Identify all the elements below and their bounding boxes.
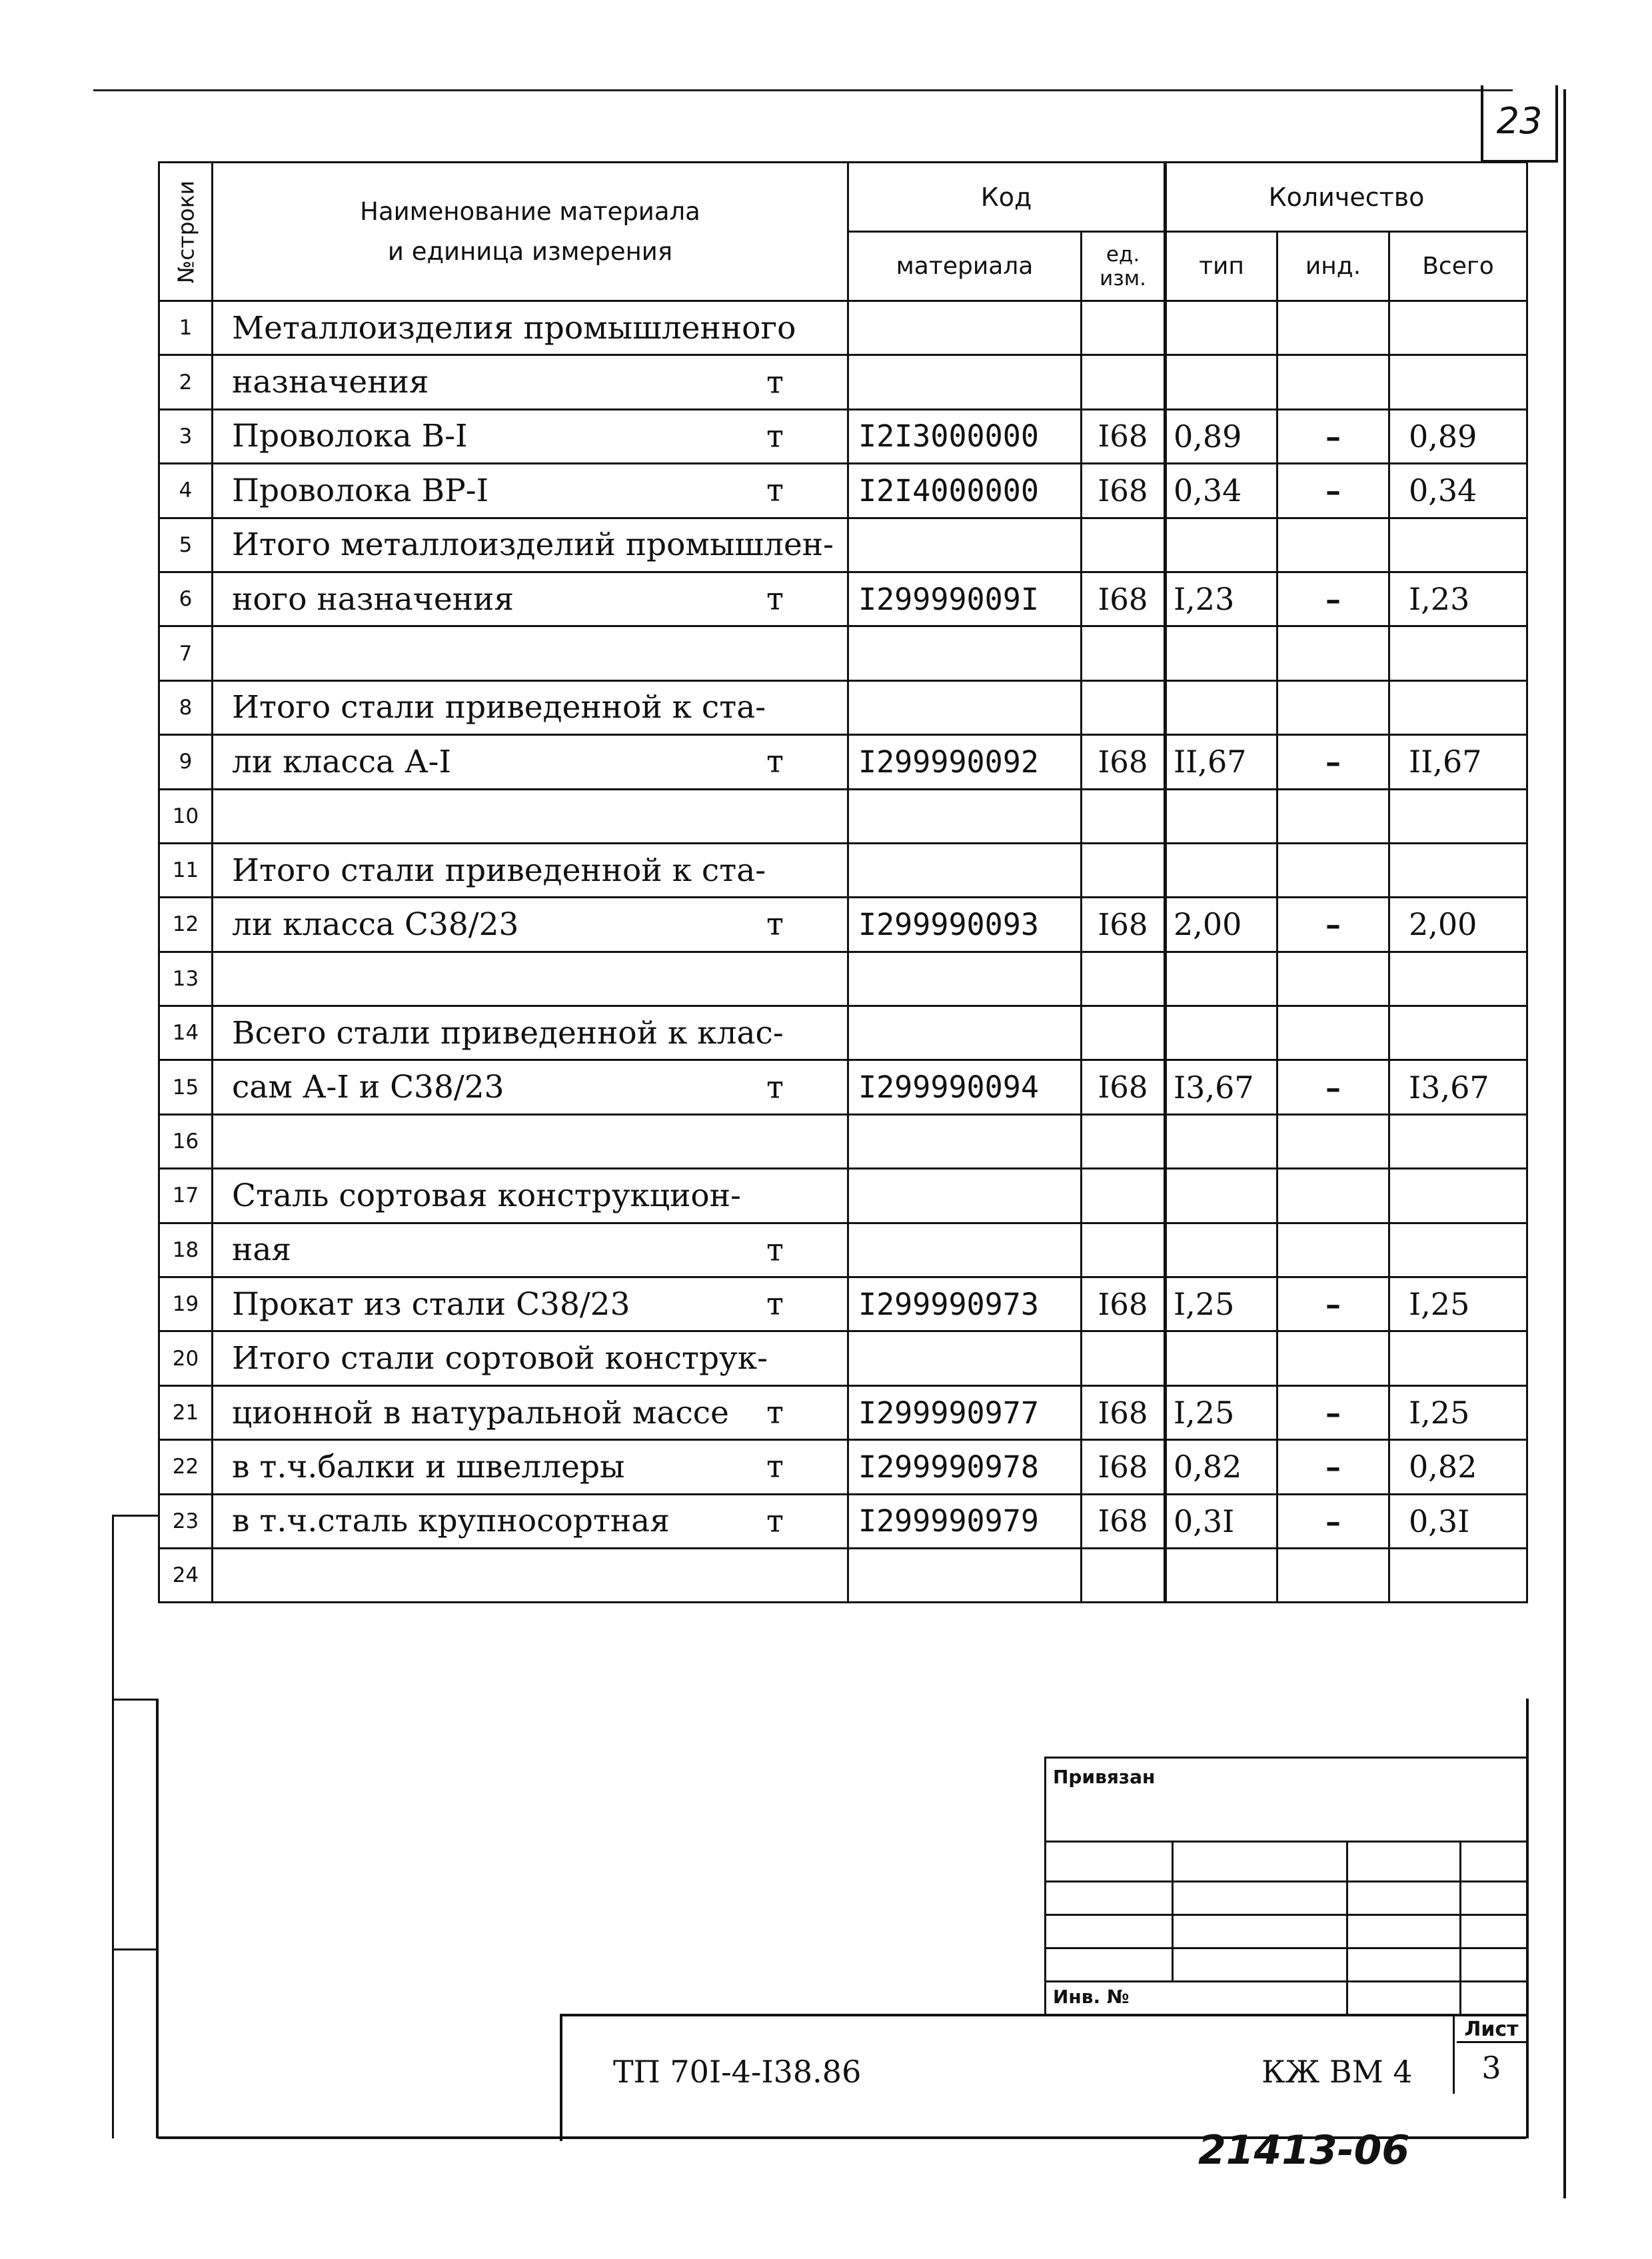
quantity-ind-cell [1277,1223,1389,1277]
quantity-ind-cell [1277,680,1389,734]
quantity-type-cell: 0,34 [1166,464,1277,518]
quantity-total-cell: 0,82 [1389,1440,1527,1494]
quantity-total-cell [1389,518,1527,572]
table-row [159,680,1527,734]
quantity-type-cell [1166,518,1277,572]
quantity-total-cell: II,67 [1389,735,1527,789]
document-code: ТП 70I-4-I38.86 [613,2054,862,2090]
row-number-cell: 7 [159,626,213,680]
material-code-cell: I299990094 [848,1060,1082,1114]
quantity-type-cell [1166,1006,1277,1060]
right-frame-line [1563,89,1566,2198]
measure-unit: т [766,418,784,455]
row-number-cell: 18 [159,1223,213,1277]
material-code-cell [848,1331,1082,1385]
material-code-cell [848,355,1082,409]
table-row [159,518,1527,572]
material-name-cell [213,1223,848,1277]
material-name-cell [213,1006,848,1060]
material-name-cell [213,735,848,789]
row-number-cell: 17 [159,1169,213,1223]
unit-code-cell: I68 [1082,1494,1166,1548]
material-name-cell [213,464,848,518]
binding-stamp [1044,1757,1528,2016]
quantity-type-cell [1166,301,1277,355]
material-name-text: ная [232,1231,291,1269]
quantity-total-cell [1389,1006,1527,1060]
header-material-name: Наименование материала и единица измерения [213,163,848,301]
row-number-cell: 16 [159,1114,213,1168]
table-row [159,1331,1527,1385]
material-name-text: ционной в натуральной массе [232,1394,729,1431]
quantity-ind-cell [1277,1331,1389,1385]
material-name-text: Итого стали приведенной к ста- [232,689,766,726]
row-number-cell: 5 [159,518,213,572]
material-name-text: Итого стали приведенной к ста- [232,852,766,889]
table-row [159,1006,1527,1060]
header-material-code: материала [848,232,1082,301]
header-code: Код [848,163,1166,232]
material-name-cell [213,1277,848,1331]
top-border-line [93,89,1513,91]
quantity-type-cell [1166,1169,1277,1223]
quantity-ind-cell [1277,301,1389,355]
row-number-cell: 21 [159,1385,213,1439]
sheet-number: 3 [1481,2050,1501,2086]
quantity-total-cell [1389,1169,1527,1223]
side-stub-line [112,1515,114,2138]
material-code-cell: I299990978 [848,1440,1082,1494]
measure-unit: т [766,364,784,401]
material-name-text: ного назначения [232,580,514,618]
quantity-total-cell: I,25 [1389,1385,1527,1439]
quantity-ind-cell: – [1277,409,1389,463]
measure-unit: т [766,1394,784,1431]
row-number-cell: 12 [159,898,213,952]
material-name-text: Итого стали сортовой конструк- [232,1340,768,1377]
material-code-cell [848,1223,1082,1277]
handwritten-inventory-number: 21413-06 [1198,2127,1410,2174]
unit-code-cell [1082,1331,1166,1385]
material-name-cell [213,843,848,897]
unit-code-cell: I68 [1082,572,1166,626]
quantity-ind-cell: – [1277,1440,1389,1494]
header-quantity: Количество [1166,163,1527,232]
stamp-line [1044,1914,1526,1916]
material-name-cell [213,1169,848,1223]
measure-unit: т [766,1285,784,1323]
quantity-total-cell [1389,843,1527,897]
row-number-cell: 20 [159,1331,213,1385]
material-name-cell [213,301,848,355]
row-number-cell: 24 [159,1548,213,1602]
quantity-ind-cell [1277,518,1389,572]
side-stub-divider [112,1515,159,1517]
quantity-total-cell [1389,1331,1527,1385]
material-code-cell: I2I3000000 [848,409,1082,463]
unit-code-cell: I68 [1082,409,1166,463]
quantity-total-cell [1389,789,1527,843]
table-row [159,843,1527,897]
row-number-cell: 23 [159,1494,213,1548]
quantity-type-cell [1166,1331,1277,1385]
material-name-cell [213,1060,848,1114]
material-code-cell: I29999009I [848,572,1082,626]
material-name-cell [213,952,848,1006]
quantity-ind-cell: – [1277,898,1389,952]
table-row [159,789,1527,843]
material-name-cell [213,572,848,626]
material-code-cell [848,301,1082,355]
row-number-cell: 8 [159,680,213,734]
table-row [159,1548,1527,1602]
measure-unit: т [766,906,784,943]
table-row [159,952,1527,1006]
table-row [159,1169,1527,1223]
quantity-type-cell [1166,680,1277,734]
unit-code-cell: I68 [1082,464,1166,518]
row-number-cell: 9 [159,735,213,789]
table-row [159,1223,1527,1277]
quantity-type-cell: 0,3I [1166,1494,1277,1548]
measure-unit: т [766,1503,784,1540]
unit-code-cell [1082,355,1166,409]
quantity-type-cell: I,25 [1166,1277,1277,1331]
material-code-cell [848,680,1082,734]
stamp-line [1044,1980,1526,1982]
table-row [159,1277,1527,1331]
material-name-text: Проволока В-I [232,418,468,455]
header-type: тип [1166,232,1277,301]
quantity-total-cell: 2,00 [1389,898,1527,952]
quantity-total-cell [1389,355,1527,409]
material-name-text: в т.ч.балки и швеллеры [232,1448,625,1485]
unit-code-cell [1082,1114,1166,1168]
material-name-cell [213,1114,848,1168]
material-code-cell [848,518,1082,572]
quantity-type-cell: 0,89 [1166,409,1277,463]
stamp-line [1044,1947,1526,1949]
unit-code-cell [1082,626,1166,680]
row-number-cell: 13 [159,952,213,1006]
quantity-type-cell [1166,1114,1277,1168]
document-mark: КЖ ВМ 4 [1261,2054,1413,2090]
material-name-text: Итого металлоизделий промышлен- [232,526,834,564]
material-code-cell: I299990093 [848,898,1082,952]
unit-code-cell [1082,789,1166,843]
stamp-divider [1346,1841,1348,2014]
material-name-cell [213,626,848,680]
measure-unit: т [766,1448,784,1485]
quantity-ind-cell [1277,789,1389,843]
row-number-cell: 6 [159,572,213,626]
material-code-cell: I299990092 [848,735,1082,789]
quantity-type-cell [1166,843,1277,897]
quantity-ind-cell: – [1277,1277,1389,1331]
table-row [159,1385,1527,1439]
measure-unit: т [766,472,784,509]
unit-code-cell [1082,843,1166,897]
row-number-cell: 15 [159,1060,213,1114]
material-code-cell [848,843,1082,897]
quantity-total-cell [1389,952,1527,1006]
quantity-total-cell: I3,67 [1389,1060,1527,1114]
unit-code-cell [1082,301,1166,355]
quantity-total-cell: 0,34 [1389,464,1527,518]
material-code-cell: I299990973 [848,1277,1082,1331]
quantity-type-cell: 2,00 [1166,898,1277,952]
unit-code-cell [1082,1169,1166,1223]
unit-code-cell [1082,952,1166,1006]
material-name-text: ли класса А-I [232,743,452,780]
row-number-cell: 2 [159,355,213,409]
quantity-total-cell [1389,1114,1527,1168]
table-row [159,572,1527,626]
table-row [159,355,1527,409]
unit-code-cell: I68 [1082,1277,1166,1331]
page-number: 23 [1496,100,1543,142]
unit-code-cell: I68 [1082,898,1166,952]
material-name-cell [213,898,848,952]
row-number-cell: 19 [159,1277,213,1331]
quantity-total-cell: I,23 [1389,572,1527,626]
quantity-total-cell: 0,3I [1389,1494,1527,1548]
quantity-type-cell: I,25 [1166,1385,1277,1439]
material-name-cell [213,409,848,463]
quantity-total-cell [1389,1548,1527,1602]
table-row [159,735,1527,789]
side-stub-divider [112,1699,159,1701]
material-name-text: Всего стали приведенной к клас- [232,1014,784,1052]
material-code-cell: I299990977 [848,1385,1082,1439]
row-number-cell: 22 [159,1440,213,1494]
unit-code-cell [1082,1548,1166,1602]
material-name-cell [213,1331,848,1385]
material-name-cell [213,1494,848,1548]
table-row [159,626,1527,680]
material-name-cell [213,355,848,409]
material-name-cell [213,680,848,734]
unit-code-cell [1082,1223,1166,1277]
measure-unit: т [766,1231,784,1269]
unit-code-cell [1082,680,1166,734]
quantity-type-cell: 0,82 [1166,1440,1277,1494]
stamp-line [1044,1841,1526,1843]
material-name-cell [213,1440,848,1494]
row-number-cell: 4 [159,464,213,518]
unit-code-cell: I68 [1082,1440,1166,1494]
measure-unit: т [766,743,784,780]
material-code-cell [848,1169,1082,1223]
quantity-type-cell [1166,355,1277,409]
stamp-privyazan-label: Привязан [1053,1766,1156,1788]
sheet-label: Лист [1457,2018,1526,2043]
table-row [159,1060,1527,1114]
material-code-cell [848,789,1082,843]
table-row [159,1494,1527,1548]
material-name-text: сам А-I и С38/23 [232,1069,504,1106]
quantity-total-cell: I,25 [1389,1277,1527,1331]
quantity-type-cell [1166,1548,1277,1602]
material-name-text: Проволока ВР-I [232,472,489,509]
quantity-ind-cell [1277,355,1389,409]
measure-unit: т [766,1069,784,1106]
material-name-cell [213,1548,848,1602]
table-row [159,1440,1527,1494]
quantity-total-cell [1389,680,1527,734]
quantity-total-cell [1389,1223,1527,1277]
material-code-cell [848,626,1082,680]
material-code-cell [848,1548,1082,1602]
table-row [159,464,1527,518]
material-name-text: Металлоизделия промышленного [232,309,796,347]
quantity-type-cell [1166,1223,1277,1277]
row-number-cell: 11 [159,843,213,897]
material-name-text: Прокат из стали С38/23 [232,1285,630,1323]
quantity-type-cell [1166,789,1277,843]
quantity-ind-cell [1277,1548,1389,1602]
quantity-type-cell: I3,67 [1166,1060,1277,1114]
quantity-ind-cell [1277,626,1389,680]
quantity-type-cell: I,23 [1166,572,1277,626]
unit-code-cell [1082,518,1166,572]
row-number-cell: 10 [159,789,213,843]
material-name-cell [213,1385,848,1439]
quantity-ind-cell [1277,952,1389,1006]
row-number-cell: 3 [159,409,213,463]
quantity-type-cell [1166,952,1277,1006]
quantity-type-cell: II,67 [1166,735,1277,789]
stamp-divider [1459,1841,1461,2014]
row-number-cell: 1 [159,301,213,355]
quantity-ind-cell: – [1277,572,1389,626]
unit-code-cell: I68 [1082,735,1166,789]
material-code-cell: I2I4000000 [848,464,1082,518]
material-name-text: ли класса С38/23 [232,906,519,943]
stamp-line [1044,1881,1526,1882]
table-row [159,898,1527,952]
table-row [159,1114,1527,1168]
quantity-type-cell [1166,626,1277,680]
row-number-cell: 14 [159,1006,213,1060]
quantity-ind-cell [1277,1169,1389,1223]
material-name-text: Сталь сортовая конструкцион- [232,1177,741,1214]
quantity-ind-cell [1277,1114,1389,1168]
material-code-cell [848,1006,1082,1060]
side-stub-divider [112,1948,159,1950]
quantity-total-cell [1389,626,1527,680]
header-ind: инд. [1277,232,1389,301]
quantity-ind-cell: – [1277,1494,1389,1548]
material-spec-table [158,161,1528,1603]
quantity-ind-cell: – [1277,735,1389,789]
table-row [159,301,1527,355]
quantity-ind-cell [1277,843,1389,897]
material-code-cell [848,952,1082,1006]
material-code-cell [848,1114,1082,1168]
material-name-cell [213,789,848,843]
quantity-total-cell [1389,301,1527,355]
table-row [159,409,1527,463]
unit-code-cell: I68 [1082,1385,1166,1439]
material-name-text: в т.ч.сталь крупносортная [232,1503,670,1540]
stamp-divider [1172,1841,1174,1980]
measure-unit: т [766,580,784,618]
unit-code-cell [1082,1006,1166,1060]
quantity-ind-cell: – [1277,464,1389,518]
unit-code-cell: I68 [1082,1060,1166,1114]
material-code-cell: I299990979 [848,1494,1082,1548]
quantity-total-cell: 0,89 [1389,409,1527,463]
material-name-text: назначения [232,364,429,401]
header-unit: ед. изм. [1082,232,1166,301]
frame-left-line [156,1699,159,2138]
quantity-ind-cell: – [1277,1060,1389,1114]
stamp-inventory-number-label: Инв. № [1053,1986,1130,2008]
quantity-ind-cell [1277,1006,1389,1060]
material-name-cell [213,518,848,572]
header-total: Всего [1389,232,1527,301]
quantity-ind-cell: – [1277,1385,1389,1439]
header-row-number: №строки [159,163,213,301]
